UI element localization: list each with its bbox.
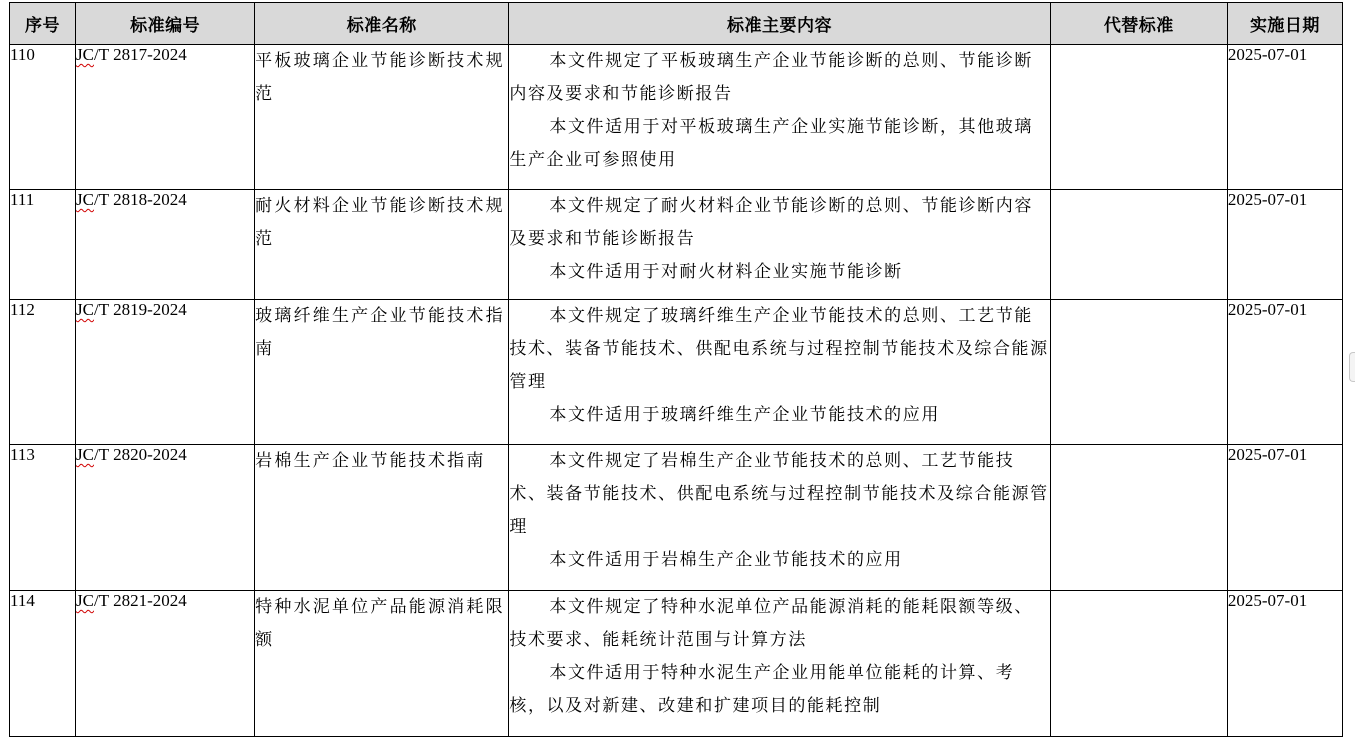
- standard-code: [76, 445, 255, 591]
- implementation-date: 2025-07-01: [1227, 445, 1342, 591]
- standard-name: 岩棉生产企业节能技术指南: [255, 445, 509, 591]
- replaced-standard: [1050, 300, 1227, 445]
- code-prefix: JC: [76, 300, 95, 319]
- code-prefix: JC: [76, 591, 95, 610]
- standard-name: 特种水泥单位产品能源消耗限额: [255, 591, 509, 737]
- standard-content: [509, 445, 1050, 591]
- standard-code: [76, 591, 255, 737]
- header-content: 标准主要内容: [509, 3, 1050, 45]
- standard-content: [509, 300, 1050, 445]
- code-prefix: JC: [76, 190, 95, 209]
- standard-name: 耐火材料企业节能诊断技术规范: [255, 190, 509, 300]
- table-row: [10, 190, 1343, 300]
- code-suffix: /T 2821-2024: [94, 591, 187, 610]
- standard-code: [76, 300, 255, 445]
- standard-code: [76, 45, 255, 190]
- content-scope: 本文件规定了玻璃纤维生产企业节能技术的总则、工艺节能技术、装备节能技术、供配电系统与过程控制节能技术及综合能源管理: [509, 306, 1049, 392]
- table-row: [10, 591, 1343, 737]
- replaced-standard: [1050, 45, 1227, 190]
- implementation-date: 2025-07-01: [1227, 591, 1342, 737]
- standards-table: [9, 2, 1343, 737]
- table-row: [10, 300, 1343, 445]
- table-row: [10, 445, 1343, 591]
- standard-code: [76, 190, 255, 300]
- code-prefix: JC: [76, 45, 95, 64]
- code-suffix: /T 2819-2024: [94, 300, 187, 319]
- code-suffix: /T 2818-2024: [94, 190, 187, 209]
- code-prefix: JC: [76, 445, 95, 464]
- header-name: 标准名称: [255, 3, 509, 45]
- code-suffix: /T 2820-2024: [94, 445, 187, 464]
- content-scope: 本文件规定了平板玻璃生产企业节能诊断的总则、节能诊断内容及要求和节能诊断报告: [509, 51, 1033, 104]
- row-number: 112: [10, 300, 76, 445]
- content-applicability: 本文件适用于对耐火材料企业实施节能诊断: [549, 262, 903, 282]
- row-number: 113: [10, 445, 76, 591]
- side-scroll-handle[interactable]: [1349, 352, 1355, 382]
- content-applicability: 本文件适用于岩棉生产企业节能技术的应用: [549, 550, 903, 570]
- header-code: 标准编号: [76, 3, 255, 45]
- header-no: 序号: [10, 3, 76, 45]
- content-applicability: 本文件适用于玻璃纤维生产企业节能技术的应用: [549, 405, 940, 425]
- standard-content: [509, 591, 1050, 737]
- content-applicability: 本文件适用于对平板玻璃生产企业实施节能诊断，其他玻璃生产企业可参照使用: [509, 117, 1033, 170]
- replaced-standard: [1050, 190, 1227, 300]
- content-applicability: 本文件适用于特种水泥生产企业用能单位能耗的计算、考核，以及对新建、改建和扩建项目的能耗控制: [509, 663, 1015, 716]
- standard-content: [509, 45, 1050, 190]
- header-date: 实施日期: [1227, 3, 1342, 45]
- header-replace: 代替标准: [1050, 3, 1227, 45]
- standard-name: 平板玻璃企业节能诊断技术规范: [255, 45, 509, 190]
- table-row: [10, 45, 1343, 190]
- standard-content: [509, 190, 1050, 300]
- table-header-row: [10, 3, 1343, 45]
- standard-name: 玻璃纤维生产企业节能技术指南: [255, 300, 509, 445]
- code-suffix: /T 2817-2024: [94, 45, 187, 64]
- row-number: 110: [10, 45, 76, 190]
- implementation-date: 2025-07-01: [1227, 45, 1342, 190]
- content-scope: 本文件规定了特种水泥单位产品能源消耗的能耗限额等级、技术要求、能耗统计范围与计算方法: [509, 597, 1033, 650]
- row-number: 114: [10, 591, 76, 737]
- replaced-standard: [1050, 591, 1227, 737]
- replaced-standard: [1050, 445, 1227, 591]
- content-scope: 本文件规定了岩棉生产企业节能技术的总则、工艺节能技术、装备节能技术、供配电系统与过程控制节能技术及综合能源管理: [509, 451, 1049, 537]
- implementation-date: 2025-07-01: [1227, 190, 1342, 300]
- implementation-date: 2025-07-01: [1227, 300, 1342, 445]
- row-number: 111: [10, 190, 76, 300]
- content-scope: 本文件规定了耐火材料企业节能诊断的总则、节能诊断内容及要求和节能诊断报告: [509, 196, 1033, 249]
